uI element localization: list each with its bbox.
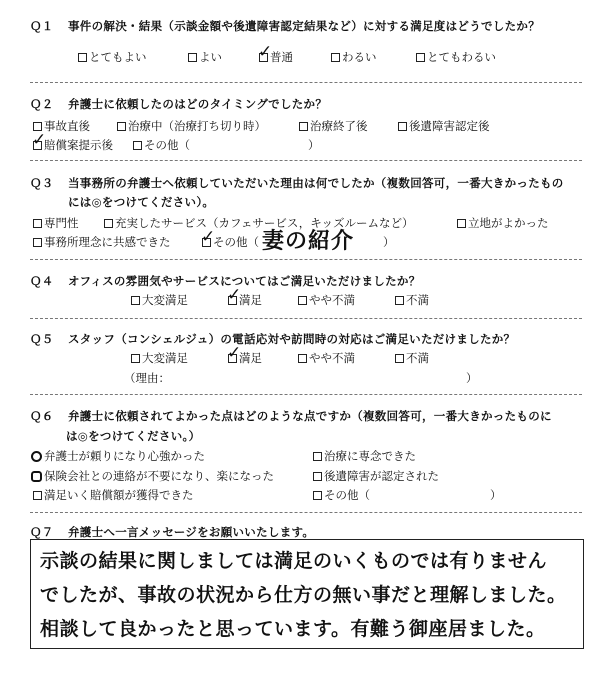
q7-heading: Ｑ７ 弁護士へ一言メッセージをお願いいたします。 [30, 525, 315, 539]
checkbox-checked[interactable] [201, 226, 216, 247]
q3-option-1[interactable]: 専門性 [33, 215, 79, 231]
q3-handwritten-other: 妻の紹介 [262, 228, 355, 254]
q3-heading-line1: Ｑ３ 当事務所の弁護士へ依頼していただいた理由は何でしたか（複数回答可，一番大きかったもの [30, 176, 564, 190]
q3-option-3[interactable]: 立地がよかった [457, 215, 549, 231]
q6-option-4[interactable]: 後遺障害が認定された [313, 468, 439, 484]
q5-reason-label: （理由： [124, 371, 170, 385]
q7-message-line-3: 相談して良かったと思っています。有難う御座居ました。 [40, 618, 546, 640]
q5-reason-close: ） [466, 371, 478, 385]
q5-heading: Ｑ５ スタッフ（コンシェルジュ）の電話応対や訪問時の対応はご満足いただけましたか？ [30, 332, 516, 346]
q5-option-1[interactable]: 大変満足 [131, 350, 188, 366]
q2-option-3[interactable]: 治療終了後 [299, 118, 368, 134]
checkbox[interactable] [416, 53, 425, 62]
q4-option-4[interactable]: 不満 [395, 292, 429, 308]
q1-option-5[interactable]: とてもわるい [416, 49, 496, 65]
double-circle-mark-icon [31, 451, 42, 462]
q4-option-3[interactable]: やや不満 [298, 292, 355, 308]
q3-option-5[interactable]: ✓ その他（ [201, 226, 259, 249]
q3-option-4[interactable]: 事務所理念に共感できた [33, 234, 171, 250]
divider [30, 259, 582, 260]
q2-other-close: ） [308, 138, 320, 152]
checkbox[interactable] [331, 53, 340, 62]
q4-option-1[interactable]: 大変満足 [131, 292, 188, 308]
q2-option-2[interactable]: 治療中（治療打ち切り時） [117, 118, 266, 134]
q7-message-line-2: でしたが、事故の状況から仕方の無い事だと理解しました。 [40, 584, 567, 606]
check-mark-icon: ✓ [258, 41, 273, 62]
checkbox[interactable] [78, 53, 87, 62]
divider [30, 160, 582, 161]
q5-option-4[interactable]: 不満 [395, 350, 429, 366]
q4-heading: Ｑ４ オフィスの雰囲気やサービスについてはご満足いただけましたか？ [30, 274, 421, 288]
check-mark-icon: ✓ [201, 226, 216, 247]
q2-option-6[interactable]: その他（ [133, 137, 190, 153]
q6-heading-line1: Ｑ６ 弁護士に依頼されてよかった点はどのような点ですか（複数回答可，一番大きかったものに [30, 409, 552, 423]
checkbox-checked[interactable] [258, 41, 273, 62]
check-mark-icon: ✓ [32, 129, 47, 150]
q1-option-4[interactable]: わるい [331, 49, 377, 65]
q5-option-3[interactable]: やや不満 [298, 350, 355, 366]
q6-option-1[interactable]: 弁護士が頼りになり心強かった [31, 448, 205, 464]
check-mark-icon: ✓ [227, 284, 242, 305]
q1-heading [30, 18, 540, 34]
divider [30, 82, 582, 83]
q6-option-6[interactable]: その他（ [313, 487, 370, 503]
q2-question: 弁護士に依頼したのはどのタイミングでしたか？ [68, 97, 328, 111]
q2-heading: Ｑ２ 弁護士に依頼したのはどのタイミングでしたか？ [30, 97, 328, 111]
q2-option-4[interactable]: 後遺障害認定後 [398, 118, 490, 134]
q4-option-2[interactable]: ✓ 満足 [227, 284, 262, 307]
q1-option-1[interactable]: とてもよい [78, 49, 147, 65]
q1-option-3[interactable]: ✓ 普通 [258, 41, 293, 64]
check-mark-icon: ✓ [227, 342, 242, 363]
q3-option-2[interactable]: 充実したサービス（カフェサービス，キッズルームなど） [104, 215, 414, 231]
q1-option-2[interactable]: よい [188, 49, 222, 65]
q6-heading-line2: は◎をつけてください。） [66, 429, 201, 443]
q5-option-2[interactable]: ✓ 満足 [227, 342, 262, 365]
checkbox[interactable] [188, 53, 197, 62]
q6-option-5[interactable]: 満足いく賠償額が獲得できた [33, 487, 194, 503]
q2-option-5[interactable]: ✓ 賠償案提示後 [32, 129, 113, 152]
divider [30, 512, 582, 513]
checkbox-checked[interactable] [32, 129, 47, 150]
q3-other-close: ） [383, 235, 395, 249]
q2-option-1[interactable]: 事故直後 [33, 118, 90, 134]
q6-option-2[interactable]: 治療に専念できた [313, 448, 416, 464]
checkbox-checked[interactable] [227, 284, 242, 305]
divider [30, 318, 582, 319]
q1-question: 事件の解決・結果（示談金額や後遺障害認定結果など）に対する満足度はどうでしたか？ [68, 19, 540, 33]
checkbox-checked[interactable] [227, 342, 242, 363]
divider [30, 394, 582, 395]
q1-number: Ｑ１ [30, 19, 54, 33]
q6-option-3[interactable]: 保険会社との連絡が不要になり、楽になった [31, 468, 274, 484]
q7-message-line-1: 示談の結果に関しましては満足のいくものでは有りません [40, 550, 548, 572]
circle-mark-icon [31, 471, 42, 482]
q6-other-close: ） [490, 488, 502, 502]
q3-heading-line2: には◎をつけてください）。 [68, 195, 215, 209]
